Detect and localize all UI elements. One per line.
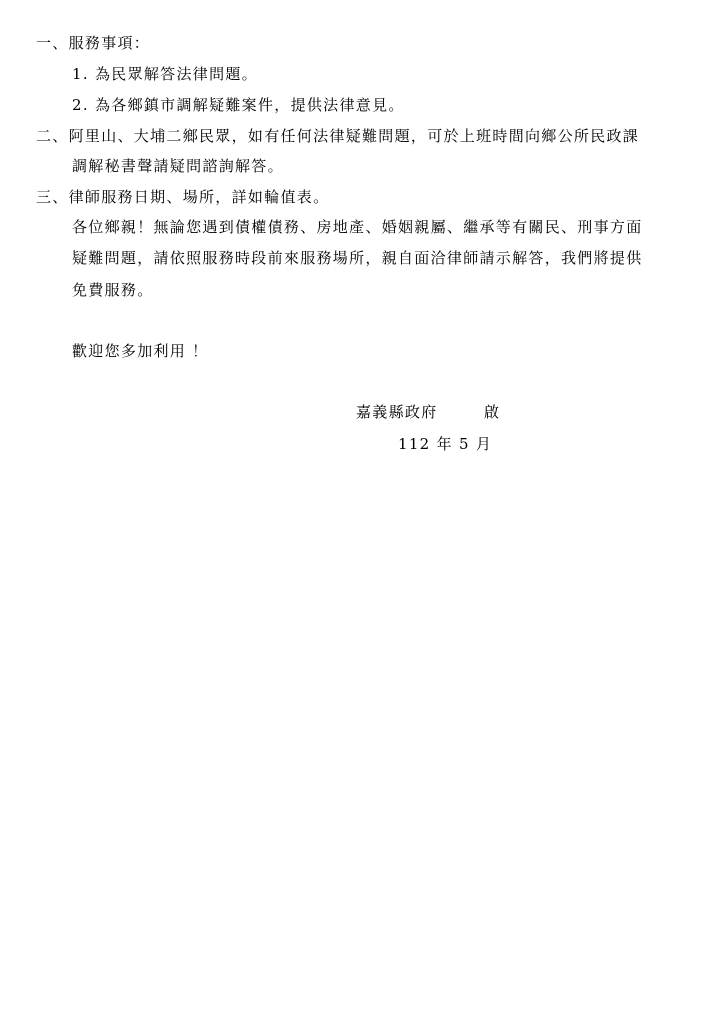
section3-paragraph-line2: 疑難問題，請依照服務時段前來服務場所，親自面洽律師請示解答，我們將提供 [72,249,643,267]
welcome-text: 歡迎您多加利用 ！ [72,342,209,360]
signature-organization: 嘉義縣政府 [356,403,438,421]
section1-heading: 一、服務事項： [36,34,151,52]
signature-date: 112 年 5 月 [398,435,493,453]
section3-heading: 三、律師服務日期、場所，詳如輪值表。 [36,188,330,206]
section2-line2: 調解秘書聲請疑問諮詢解答。 [72,157,284,175]
section3-paragraph-line1: 各位鄉親！無論您遇到債權債務、房地產、婚姻親屬、繼承等有關民、刑事方面 [72,218,643,236]
section3-paragraph-line3: 免費服務。 [72,281,154,299]
section1-item2: 2. 為各鄉鎮市調解疑難案件，提供法律意見。 [72,96,405,114]
section1-item1: 1. 為民眾解答法律問題。 [72,65,258,83]
signature-closing: 啟 [484,403,501,421]
section2-line1: 二、阿里山、大埔二鄉民眾，如有任何法律疑難問題，可於上班時間向鄉公所民政課 [36,127,640,145]
